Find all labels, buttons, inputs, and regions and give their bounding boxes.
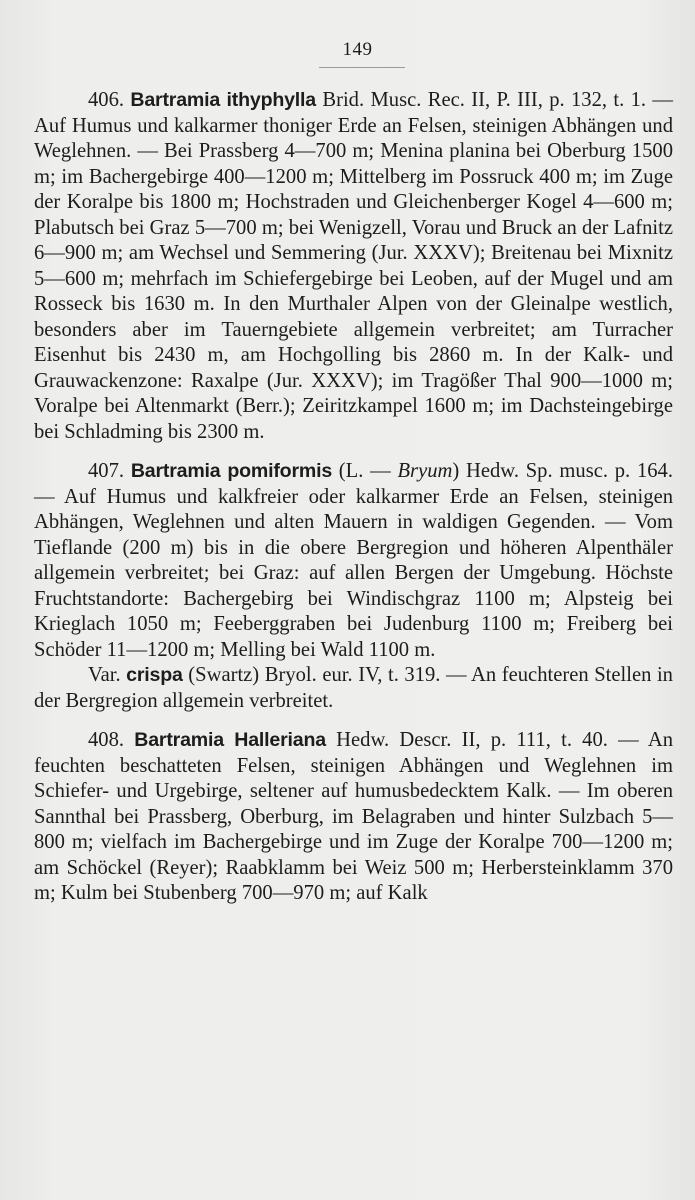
synonym-open: (L. — <box>332 460 398 482</box>
species-entry-407 <box>34 459 673 663</box>
species-name: Bartramia ithyphylla <box>130 89 316 111</box>
variety-entry-crispa <box>34 663 673 714</box>
entry-text: Hedw. Descr. II, p. 111, t. 40. — An feuchten beschatteten Felsen, steinigen Abhängen und Weglehnen im Schiefer- und Urgebirge, seltener auf humusbedecktem Kalk. — Im oberen Sannthal bei Prassberg, Oberburg, im Belagraben und hinter Sulzbach 5—800 m; vielfach im Bachergebirge und im Zuge der Koralpe 700—1200 m; am Schöckel (Reyer); Raabklamm bei Weiz 500 m; Herbersteinklamm 370 m; Kulm bei Stubenberg 700—970 m; auf Kalk <box>34 729 673 904</box>
entry-text: ) Hedw. Sp. musc. p. 164. — Auf Humus und kalkfreier oder kalkarmer Erde an Felsen, steinigen Abhängen, Weglehnen und alten Mauern in waldigen Gegenden. — Vom Tieflande (200 m) bis in die obere Bergregion und höheren Alpenthäler allgemein verbreitet; bei Graz: auf allen Bergen der Umgebung. Höchste Fruchtstandorte: Bachergebirg bei Windischgraz 1100 m; Alpsteig bei Krieglach 1050 m; Feeberggraben bei Judenburg 1100 m; Freiberg bei Schöder 11—1200 m; Melling bei Wald 1100 m. <box>34 460 673 661</box>
header-rule <box>319 67 405 68</box>
species-entry-406 <box>34 88 673 445</box>
species-name: Bartramia pomiformis <box>130 460 333 482</box>
entry-number: 407. <box>88 460 125 482</box>
entry-number: 406. <box>88 89 125 111</box>
variety-name: crispa <box>126 664 183 686</box>
entry-number: 408. <box>88 729 125 751</box>
synonym-genus: Bryum <box>397 460 453 482</box>
page-number: 149 <box>342 39 373 60</box>
variety-text: (Swartz) Bryol. eur. IV, t. 319. — An feuchteren Stellen in der Bergregion allgemein verbreitet. <box>34 664 673 712</box>
species-entry-408 <box>34 728 673 907</box>
species-name: Bartramia Halleriana <box>134 729 326 751</box>
variety-prefix: Var. <box>88 664 121 686</box>
entry-text: Brid. Musc. Rec. II, P. III, p. 132, t. 1. — Auf Humus und kalkarmer thoniger Erde an Felsen, steinigen Abhängen und Weglehnen. — Bei Prassberg 4—700 m; Menina planina bei Oberburg 1500 m; im Bachergebirge 400—1200 m; Mittelberg im Possruck 400 m; im Zuge der Koralpe bis 1800 m; Hochstraden und Gleichenberger Kogel 4—600 m; Plabutsch bei Graz 5—700 m; bei Wenigzell, Vorau und Bruck an der Lafnitz 6—900 m; am Wechsel und Semmering (Jur. XXXV); Breitenau bei Mixnitz 5—600 m; mehrfach im Schiefergebirge bei Leoben, auf der Mugel und am Rosseck bis 1630 m. In den Murthaler Alpen von der Gleinalpe westlich, besonders aber im Tauerngebiete allgemein verbreitet; am Turracher Eisenhut bis 2430 m, am Hochgolling bis 2860 m. In der Kalk- und Grauwackenzone: Raxalpe (Jur. XXXV); im Tragößer Thal 900—1000 m; Voralpe bei Altenmarkt (Berr.); Zeiritzkampel 1600 m; im Dachsteingebirge bei Schladming bis 2300 m. <box>34 89 673 443</box>
